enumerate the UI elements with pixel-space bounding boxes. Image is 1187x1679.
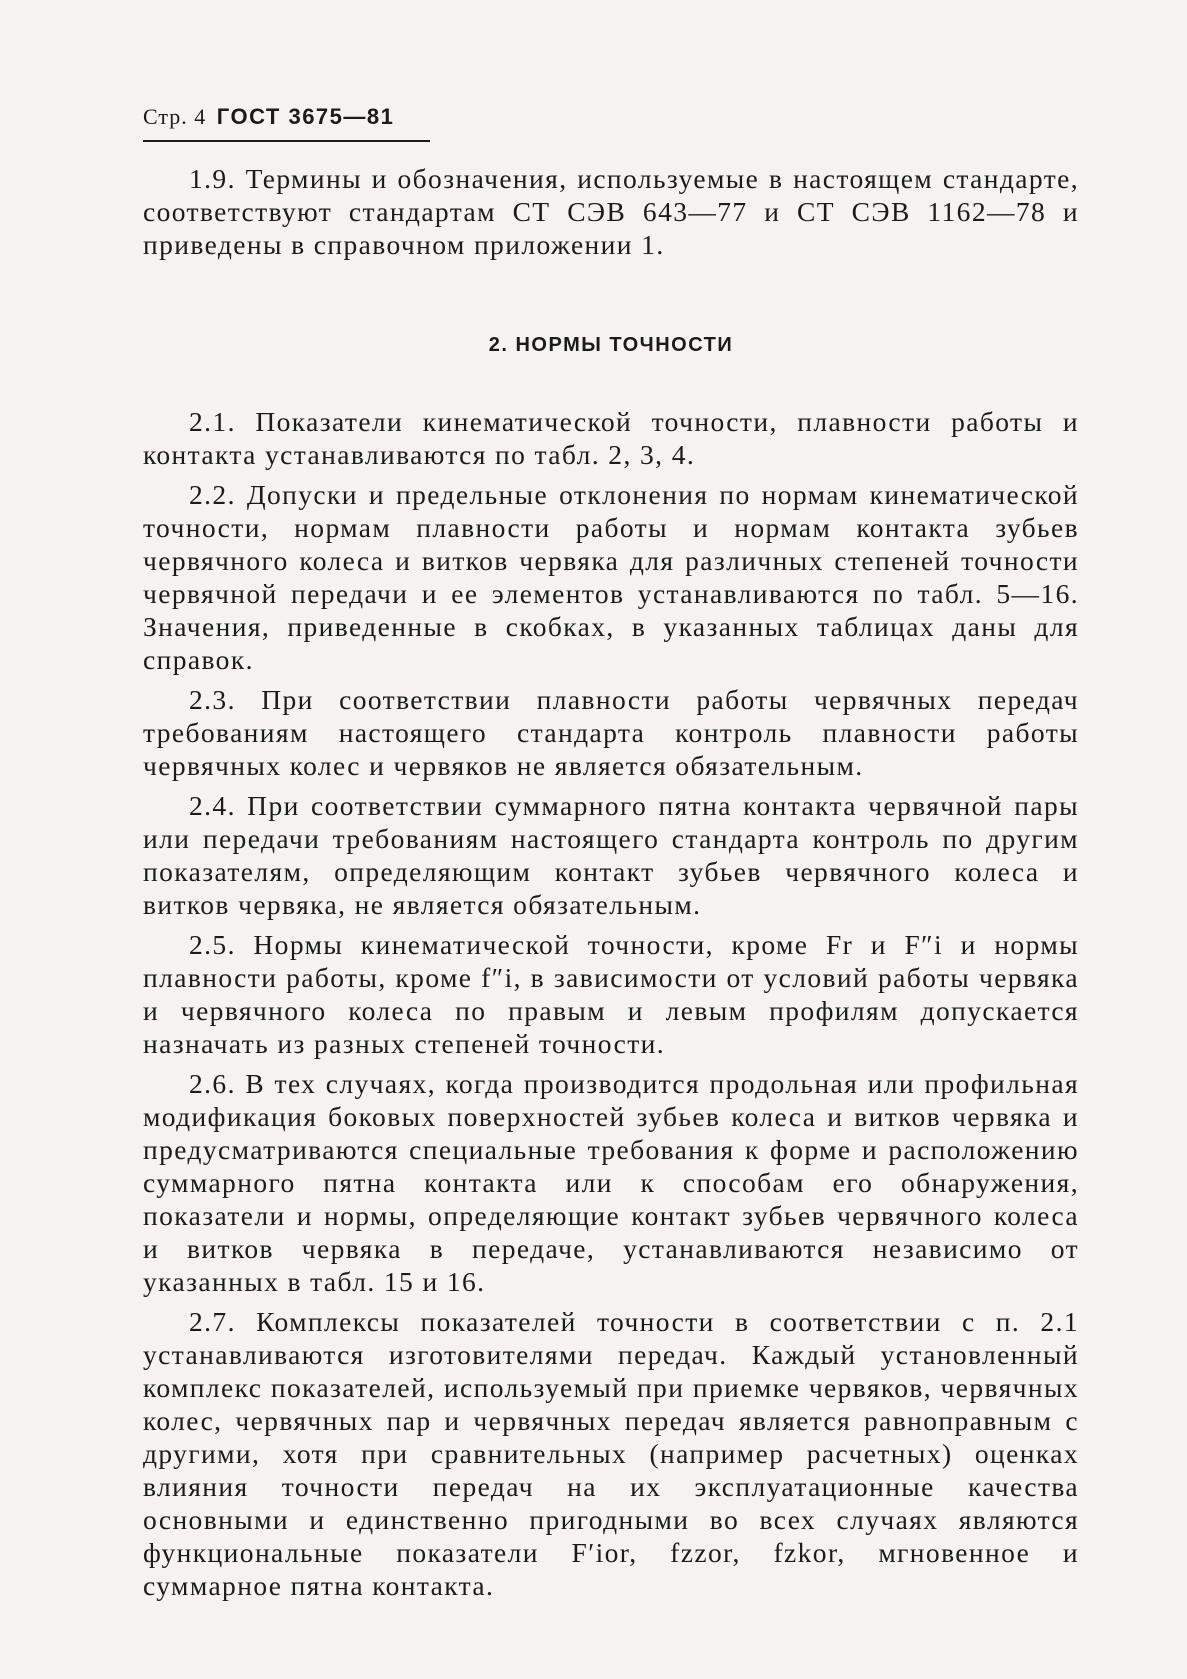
clause-1-9-block [143, 162, 1079, 261]
clause-2-2: 2.2. Допуски и предельные отклонения по нормам кинематической точности, нормам плавности работы и нормам контакта зубьев червячного колеса и витков червяка для различных степеней точности червячной передачи и ее элементов устанавливаются по табл. 5—16. Значения, приведенные в скобках, в указанных таблицах даны для справок. [143, 479, 1079, 675]
header-rule [143, 140, 430, 142]
clause-1-9: 1.9. Термины и обозначения, используемые в настоящем стандарте, соответствуют стандартам СТ СЭВ 643—77 и СТ СЭВ 1162—78 и приведены в справочном приложении 1. [143, 163, 1079, 260]
clause-2-3: 2.3. При соответствии плавности работы червячных передач требованиям настоящего стандарта контроль плавности работы червячных колес и червяков не является обязательным. [143, 684, 1079, 781]
clause-2-7: 2.7. Комплексы показателей точности в соответствии с п. 2.1 устанавливаются изготовителями передач. Каждый установленный комплекс показателей, используемый при приемке червяков, червячных колес, червячных пар и червячных передач является равноправным с другими, хотя при сравнительных (например расчетных) оценках влияния точности передач на их эксплуатационные качества основными и единственно пригодными во всех случаях являются функциональные показатели F′ior, fzzor, fzkor, мгновенное и суммарное пятна контакта. [143, 1306, 1079, 1601]
clause-2-5: 2.5. Нормы кинематической точности, кроме Fr и F″i и нормы плавности работы, кроме f″i, в зависимости от условий работы червяка и червячного колеса по правым и левым профилям допускается назначать из разных степеней точности. [143, 929, 1079, 1059]
section-2-body [143, 405, 1079, 1602]
clause-2-4: 2.4. При соответствии суммарного пятна контакта червячной пары или передачи требованиям настоящего стандарта контроль по другим показателям, определяющим контакт зубьев червячного колеса и витков червяка, не является обязательным. [143, 790, 1079, 920]
page-label: Стр. 4 [143, 104, 207, 129]
standard-number: ГОСТ 3675—81 [216, 104, 395, 129]
clause-2-6: 2.6. В тех случаях, когда производится продольная или профильная модификация боковых поверхностей зубьев колеса и витков червяка и предусматриваются специальные требования к форме и расположению суммарного пятна контакта или к способам его обнаружения, показатели и нормы, определяющие контакт зубьев червячного колеса и витков червяка в передаче, устанавливаются независимо от указанных в табл. 15 и 16. [143, 1068, 1079, 1297]
running-head [143, 104, 394, 130]
clause-2-1: 2.1. Показатели кинематической точности, плавности работы и контакта устанавливаются по табл. 2, 3, 4. [143, 406, 1079, 470]
section-2-title: 2. НОРМЫ ТОЧНОСТИ [488, 334, 734, 356]
